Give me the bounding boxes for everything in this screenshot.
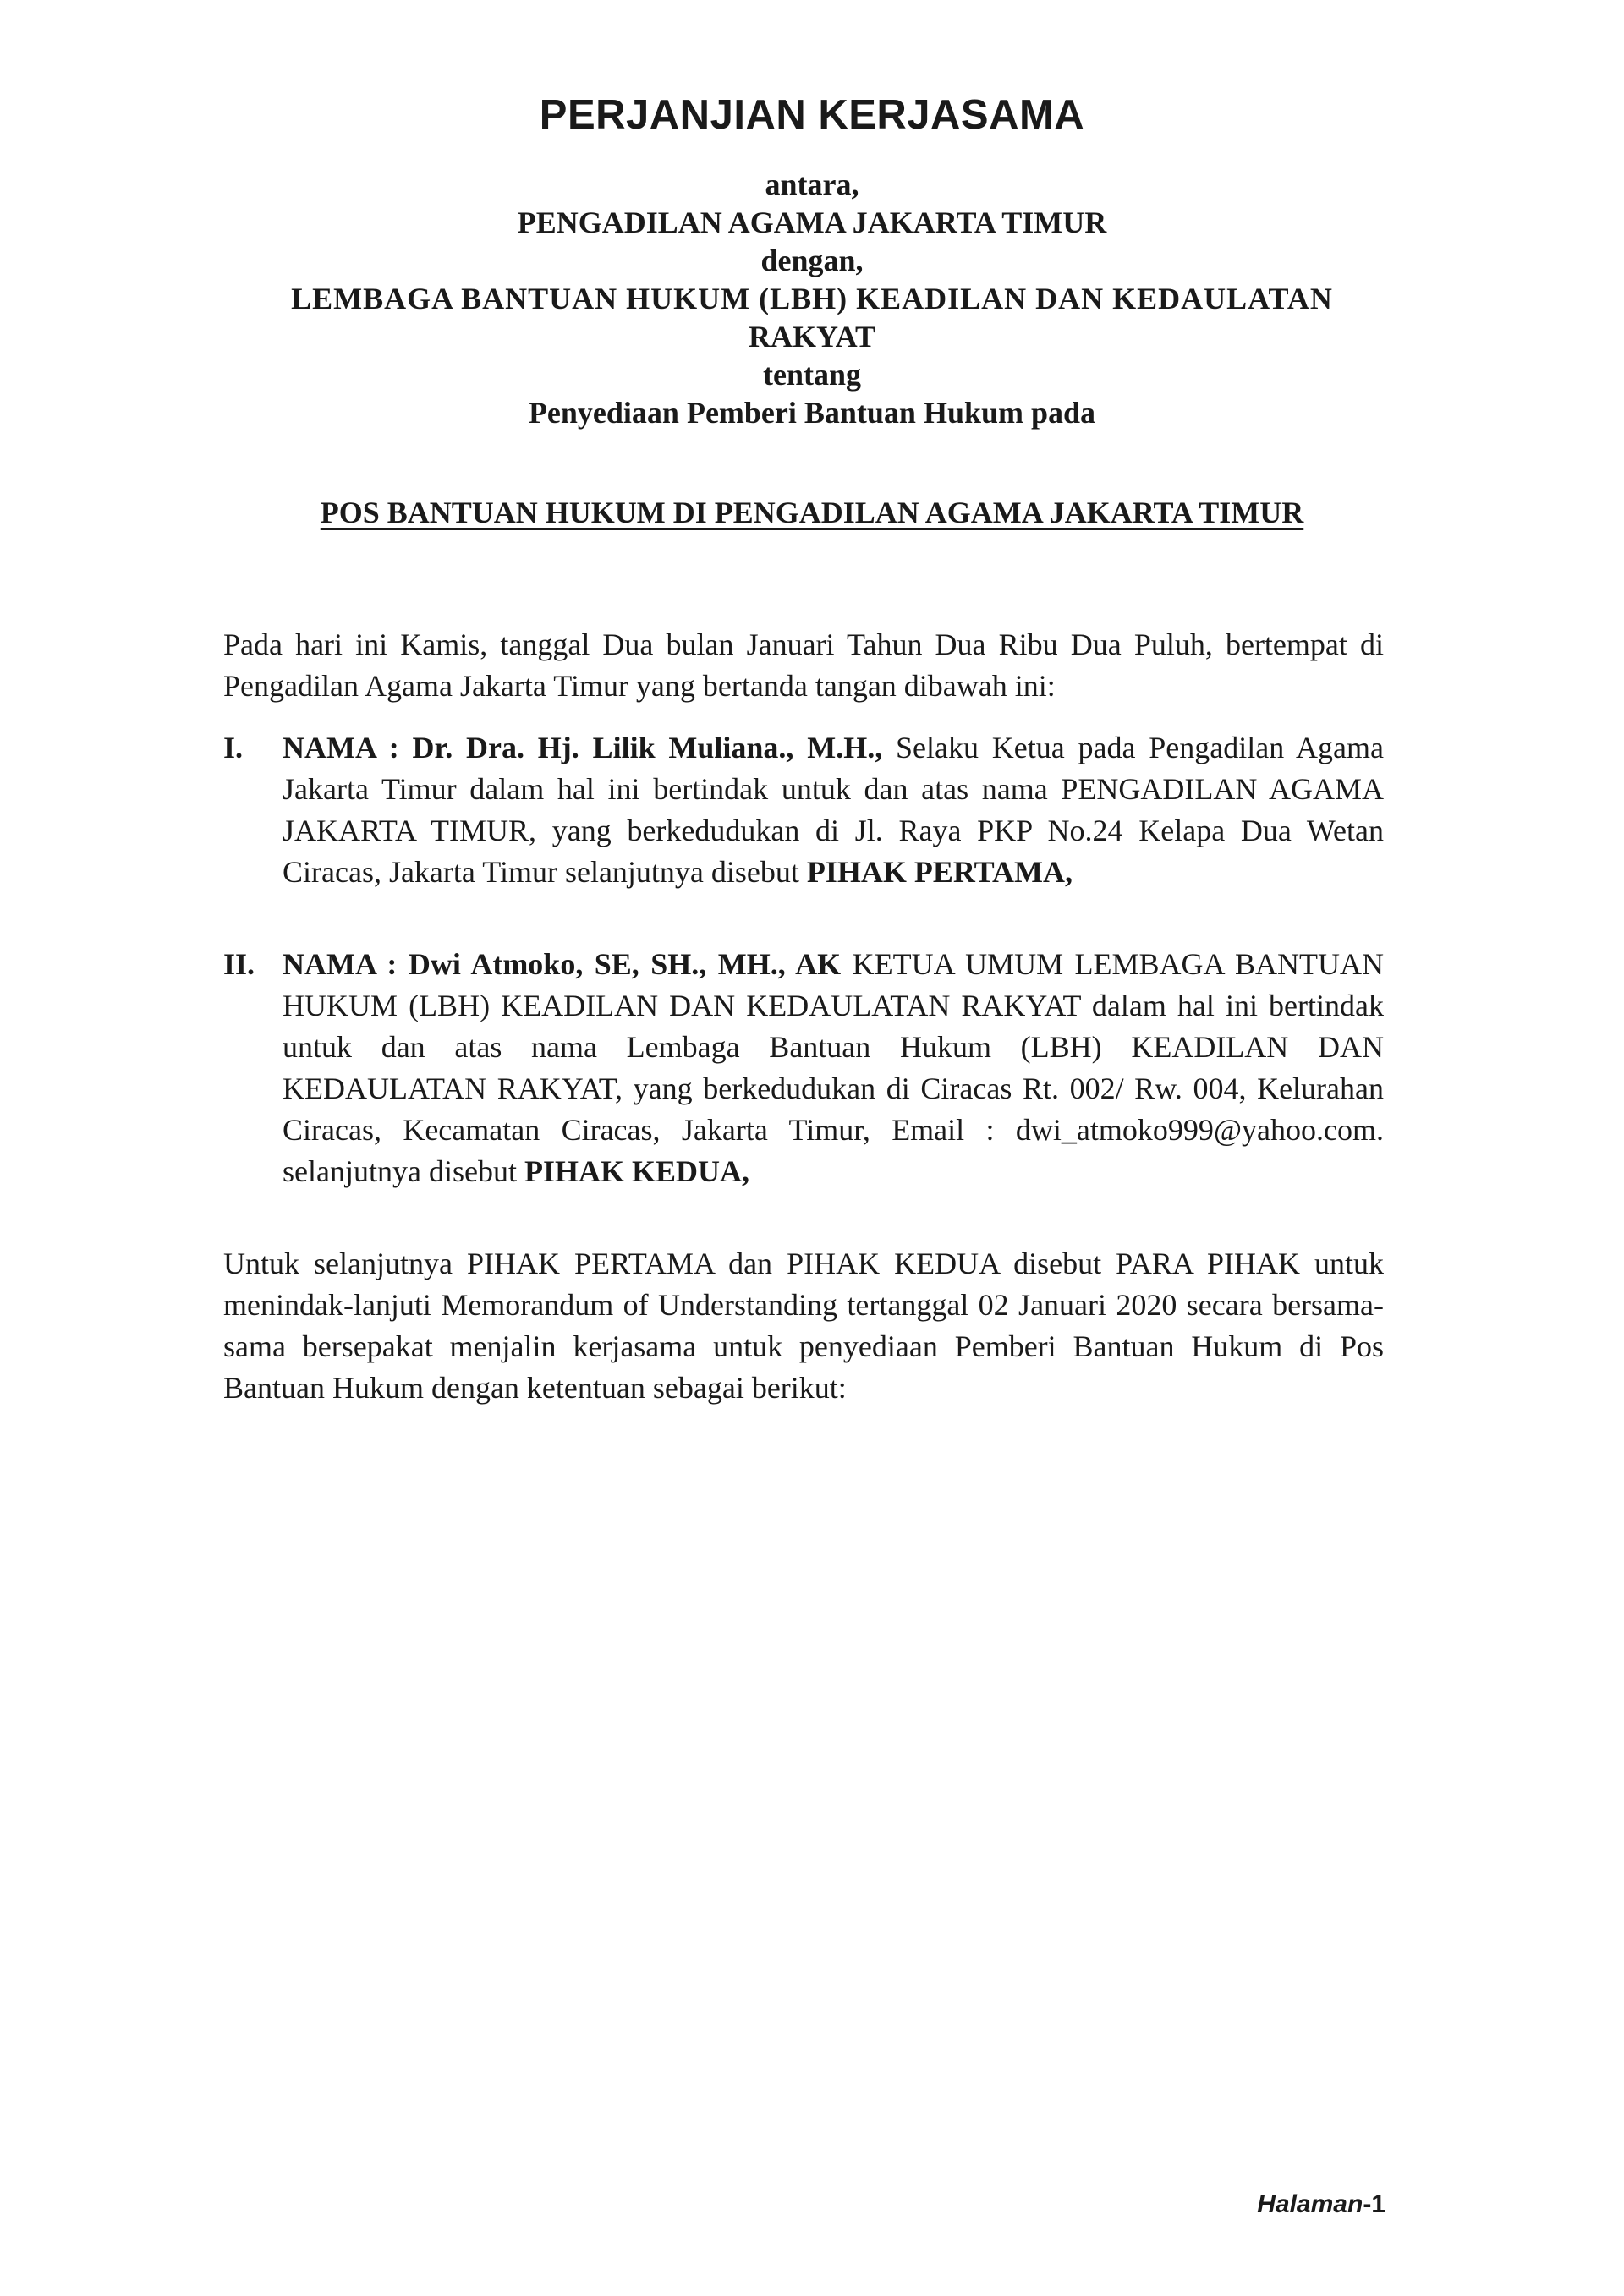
party-second	[223, 944, 1384, 1192]
party-second-number: II.	[223, 947, 255, 981]
heading-line-tentang: tentang	[763, 358, 861, 392]
party-first-number: I.	[223, 731, 244, 764]
party-first-name: NAMA : Dr. Dra. Hj. Lilik Muliana., M.H.,	[283, 731, 883, 764]
document-heading	[169, 166, 1455, 432]
page-number: -1	[1363, 2190, 1385, 2218]
heading-line-dengan: dengan,	[760, 244, 864, 277]
party-first-text: Selaku Ketua pada Pengadilan Agama Jakarta Timur dalam hal ini bertindak untuk dan atas nama PENGADILAN AGAMA JAKARTA TIMUR, yang berkedudukan di Jl. Raya PKP No.24 Kelapa Dua Wetan Ciracas, Jakarta Timur selanjutnya disebut	[283, 731, 1384, 889]
document-subtitle	[0, 494, 1624, 532]
heading-line-antara: antara,	[765, 167, 859, 201]
subtitle-text: POS BANTUAN HUKUM DI PENGADILAN AGAMA JAKARTA TIMUR	[320, 496, 1304, 529]
heading-line-lbh: LEMBAGA BANTUAN HUKUM (LBH) KEADILAN DAN KEDAULATAN	[291, 282, 1333, 315]
page-label: Halaman	[1257, 2190, 1363, 2218]
document-title: PERJANJIAN KERJASAMA	[539, 92, 1085, 138]
party-first-role: PIHAK PERTAMA,	[806, 855, 1073, 889]
closing-paragraph: Untuk selanjutnya PIHAK PERTAMA dan PIHAK KEDUA disebut PARA PIHAK untuk menindak-lanjuti Memorandum of Understanding tertanggal 02 Januari 2020 secara bersama-sama bersepakat menjalin kerjasama untuk penyediaan Pemberi Bantuan Hukum di Pos Bantuan Hukum dengan ketentuan sebagai berikut:	[223, 1247, 1384, 1405]
intro-paragraph: Pada hari ini Kamis, tanggal Dua bulan Januari Tahun Dua Ribu Dua Puluh, bertempat di Pengadilan Agama Jakarta Timur yang bertanda tangan dibawah ini:	[223, 627, 1384, 703]
party-second-role: PIHAK KEDUA,	[524, 1154, 749, 1188]
heading-line-court: PENGADILAN AGAMA JAKARTA TIMUR	[517, 205, 1107, 239]
party-second-name: NAMA : Dwi Atmoko, SE, SH., MH., AK	[283, 947, 842, 981]
party-first	[223, 727, 1384, 893]
page-footer	[1257, 2190, 1385, 2219]
heading-line-rakyat: RAKYAT	[748, 320, 876, 353]
party-second-text: KETUA UMUM LEMBAGA BANTUAN HUKUM (LBH) KEADILAN DAN KEDAULATAN RAKYAT dalam hal ini bertindak untuk dan atas nama Lembaga Bantuan Hukum (LBH) KEADILAN DAN KEDAULATAN RAKYAT, yang berkedudukan di Ciracas Rt. 002/ Rw. 004, Kelurahan Ciracas, Kecamatan Ciracas, Jakarta Timur, Email : dwi_atmoko999@yahoo.com. selanjutnya disebut	[283, 947, 1384, 1188]
party-second-content	[283, 944, 1384, 1192]
heading-line-subject: Penyediaan Pemberi Bantuan Hukum pada	[528, 396, 1096, 430]
party-first-content	[283, 727, 1384, 893]
